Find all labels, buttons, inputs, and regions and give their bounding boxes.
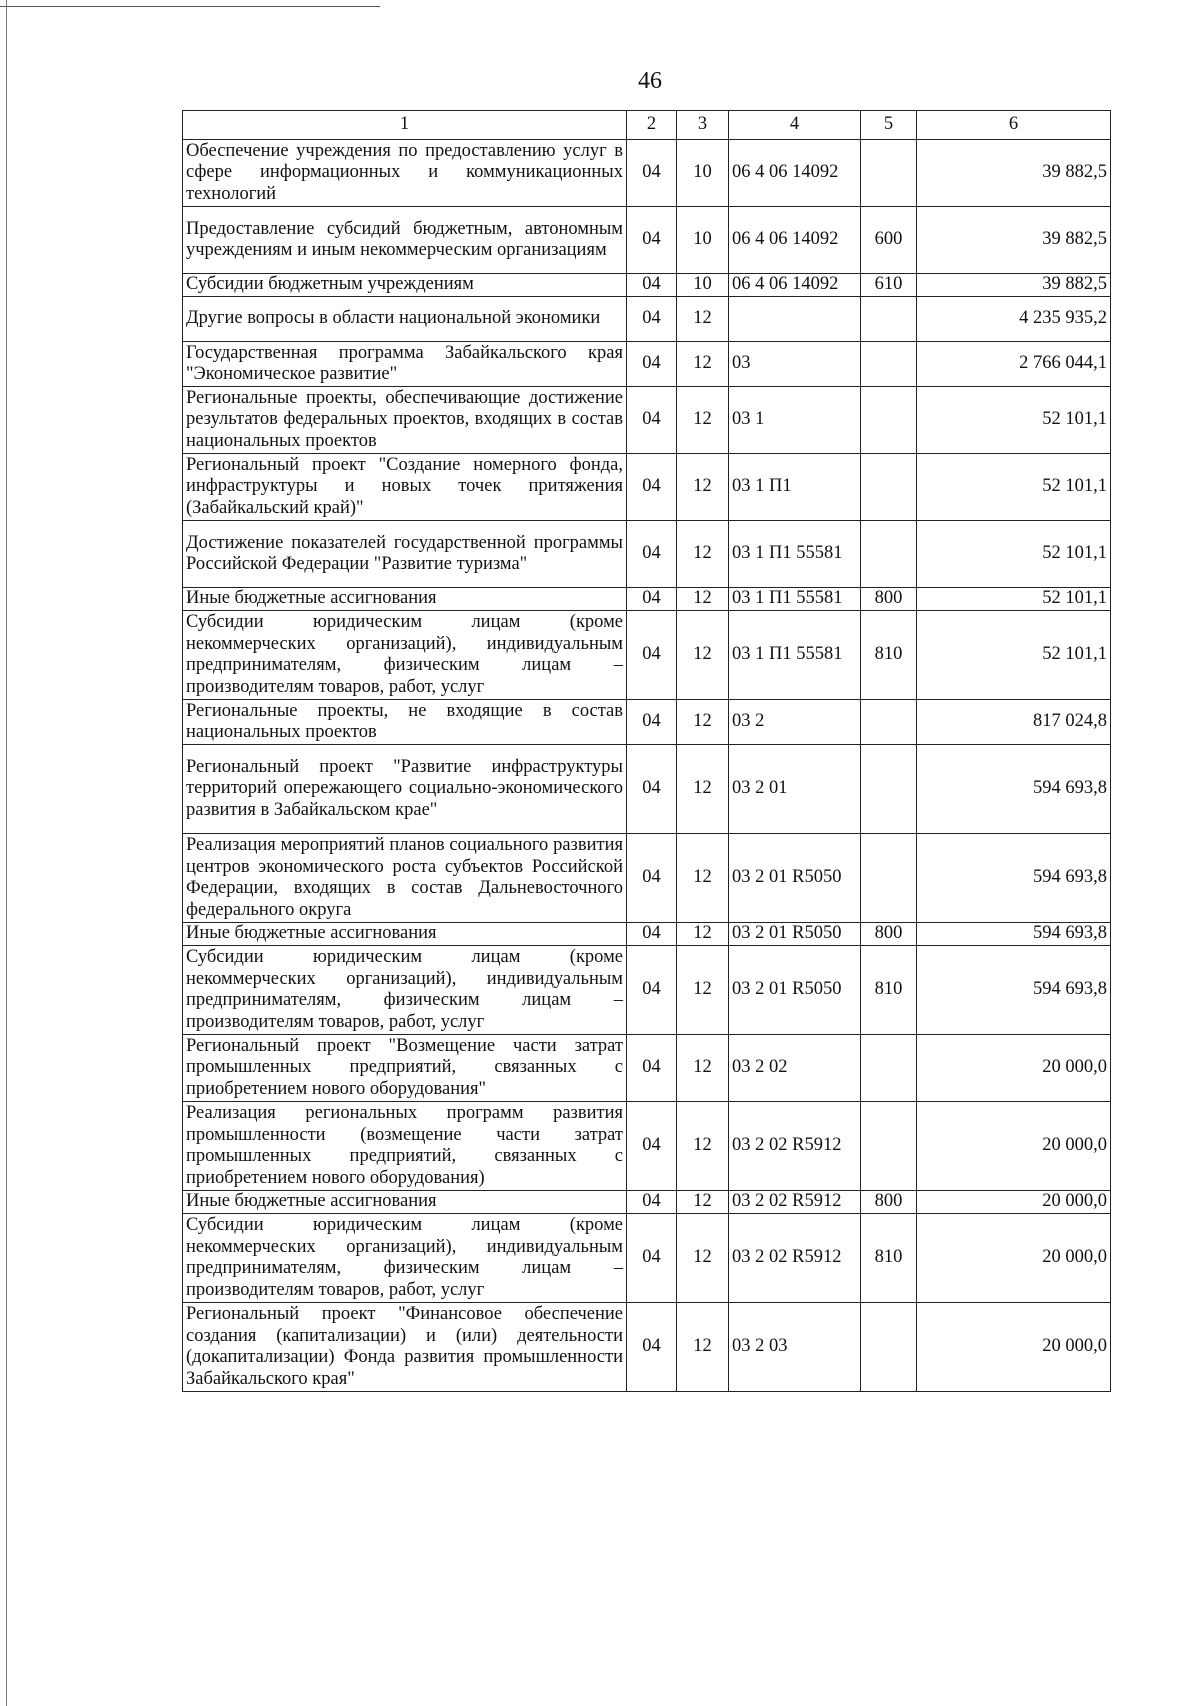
row-expense-type: 810 <box>861 946 917 1035</box>
row-description: Иные бюджетные ассигнования <box>183 923 627 946</box>
row-subsection: 10 <box>677 140 729 207</box>
row-section: 04 <box>627 588 677 611</box>
row-description: Региональный проект "Возмещение части затрат промышленных предприятий, связанных с приобретением нового оборудования" <box>183 1035 627 1102</box>
row-expense-type: 810 <box>861 611 917 700</box>
table-row <box>183 274 1111 297</box>
row-description: Иные бюджетные ассигнования <box>183 588 627 611</box>
row-target-code: 03 2 01 R5050 <box>729 834 861 923</box>
header-col-4: 4 <box>729 111 861 140</box>
row-amount: 20 000,0 <box>917 1214 1111 1303</box>
row-amount: 39 882,5 <box>917 274 1111 297</box>
scan-top-rule <box>0 6 380 7</box>
row-subsection: 12 <box>677 1035 729 1102</box>
row-amount: 52 101,1 <box>917 521 1111 588</box>
row-description: Региональный проект "Создание номерного фонда, инфраструктуры и новых точек притяжения (Забайкальский край)" <box>183 454 627 521</box>
row-description: Региональные проекты, обеспечивающие достижение результатов федеральных проектов, входящих в состав национальных проектов <box>183 387 627 454</box>
row-description: Субсидии бюджетным учреждениям <box>183 274 627 297</box>
row-expense-type <box>861 454 917 521</box>
table-header <box>183 111 1111 140</box>
row-amount: 594 693,8 <box>917 946 1111 1035</box>
table-row <box>183 611 1111 700</box>
table-row <box>183 745 1111 834</box>
row-target-code: 03 1 П1 55581 <box>729 588 861 611</box>
row-target-code: 03 2 01 <box>729 745 861 834</box>
row-target-code: 03 2 02 <box>729 1035 861 1102</box>
table-row <box>183 946 1111 1035</box>
row-expense-type <box>861 834 917 923</box>
row-description: Субсидии юридическим лицам (кроме некоммерческих организаций), индивидуальным предпринимателям, физическим лицам – производителям товаров, работ, услуг <box>183 1214 627 1303</box>
row-expense-type <box>861 745 917 834</box>
row-expense-type <box>861 297 917 342</box>
row-description: Предоставление субсидий бюджетным, автономным учреждениям и иным некоммерческим организациям <box>183 207 627 274</box>
row-description: Государственная программа Забайкальского края "Экономическое развитие" <box>183 342 627 387</box>
row-section: 04 <box>627 297 677 342</box>
table-row <box>183 207 1111 274</box>
table-row <box>183 1303 1111 1392</box>
row-subsection: 12 <box>677 946 729 1035</box>
table-row <box>183 588 1111 611</box>
row-section: 04 <box>627 1191 677 1214</box>
row-amount: 594 693,8 <box>917 923 1111 946</box>
row-subsection: 12 <box>677 387 729 454</box>
row-subsection: 12 <box>677 1303 729 1392</box>
table-row <box>183 1191 1111 1214</box>
row-description: Обеспечение учреждения по предоставлению услуг в сфере информационных и коммуникационных технологий <box>183 140 627 207</box>
header-col-5: 5 <box>861 111 917 140</box>
row-section: 04 <box>627 1303 677 1392</box>
table-row <box>183 454 1111 521</box>
row-expense-type <box>861 387 917 454</box>
row-amount: 20 000,0 <box>917 1102 1111 1191</box>
row-target-code <box>729 297 861 342</box>
row-subsection: 12 <box>677 342 729 387</box>
table-row <box>183 834 1111 923</box>
row-section: 04 <box>627 1035 677 1102</box>
row-expense-type: 800 <box>861 588 917 611</box>
row-expense-type: 800 <box>861 1191 917 1214</box>
row-subsection: 12 <box>677 700 729 745</box>
row-amount: 20 000,0 <box>917 1035 1111 1102</box>
row-amount: 52 101,1 <box>917 387 1111 454</box>
row-amount: 594 693,8 <box>917 745 1111 834</box>
row-section: 04 <box>627 342 677 387</box>
row-section: 04 <box>627 745 677 834</box>
row-expense-type: 810 <box>861 1214 917 1303</box>
row-section: 04 <box>627 611 677 700</box>
table-row <box>183 342 1111 387</box>
row-description: Региональные проекты, не входящие в состав национальных проектов <box>183 700 627 745</box>
row-subsection: 12 <box>677 454 729 521</box>
row-target-code: 06 4 06 14092 <box>729 274 861 297</box>
row-amount: 4 235 935,2 <box>917 297 1111 342</box>
budget-table <box>182 110 1111 1392</box>
table-row <box>183 521 1111 588</box>
row-amount: 594 693,8 <box>917 834 1111 923</box>
row-amount: 20 000,0 <box>917 1191 1111 1214</box>
row-target-code: 03 2 03 <box>729 1303 861 1392</box>
row-subsection: 12 <box>677 923 729 946</box>
row-expense-type <box>861 1102 917 1191</box>
row-description: Реализация мероприятий планов социального развития центров экономического роста субъектов Российской Федерации, входящих в состав Дальневосточного федерального округа <box>183 834 627 923</box>
header-col-2: 2 <box>627 111 677 140</box>
row-target-code: 03 1 П1 55581 <box>729 521 861 588</box>
row-subsection: 12 <box>677 521 729 588</box>
row-section: 04 <box>627 923 677 946</box>
row-section: 04 <box>627 454 677 521</box>
table-row <box>183 387 1111 454</box>
row-expense-type: 600 <box>861 207 917 274</box>
table-row <box>183 1102 1111 1191</box>
row-section: 04 <box>627 834 677 923</box>
row-section: 04 <box>627 274 677 297</box>
page-number: 46 <box>638 68 662 94</box>
row-expense-type <box>861 521 917 588</box>
row-subsection: 12 <box>677 588 729 611</box>
row-target-code: 03 1 <box>729 387 861 454</box>
row-amount: 2 766 044,1 <box>917 342 1111 387</box>
scan-left-rule <box>6 0 7 1706</box>
row-target-code: 03 1 П1 55581 <box>729 611 861 700</box>
row-subsection: 12 <box>677 611 729 700</box>
row-expense-type <box>861 140 917 207</box>
row-target-code: 03 2 01 R5050 <box>729 923 861 946</box>
row-subsection: 12 <box>677 1191 729 1214</box>
table-row <box>183 1214 1111 1303</box>
table-row <box>183 923 1111 946</box>
row-description: Достижение показателей государственной программы Российской Федерации "Развитие туризма" <box>183 521 627 588</box>
row-description: Иные бюджетные ассигнования <box>183 1191 627 1214</box>
row-section: 04 <box>627 700 677 745</box>
row-amount: 52 101,1 <box>917 611 1111 700</box>
row-target-code: 03 2 01 R5050 <box>729 946 861 1035</box>
row-description: Реализация региональных программ развития промышленности (возмещение части затрат промышленных предприятий, связанных с приобретением нового оборудования) <box>183 1102 627 1191</box>
header-row <box>183 111 1111 140</box>
row-section: 04 <box>627 1102 677 1191</box>
row-expense-type <box>861 342 917 387</box>
row-description: Другие вопросы в области национальной экономики <box>183 297 627 342</box>
row-subsection: 12 <box>677 1214 729 1303</box>
row-subsection: 12 <box>677 834 729 923</box>
row-section: 04 <box>627 387 677 454</box>
header-col-6: 6 <box>917 111 1111 140</box>
table-row <box>183 297 1111 342</box>
row-section: 04 <box>627 207 677 274</box>
row-subsection: 12 <box>677 297 729 342</box>
row-target-code: 06 4 06 14092 <box>729 207 861 274</box>
table-row <box>183 140 1111 207</box>
row-target-code: 03 1 П1 <box>729 454 861 521</box>
header-col-3: 3 <box>677 111 729 140</box>
row-amount: 52 101,1 <box>917 588 1111 611</box>
row-description: Субсидии юридическим лицам (кроме некоммерческих организаций), индивидуальным предпринимателям, физическим лицам – производителям товаров, работ, услуг <box>183 946 627 1035</box>
row-subsection: 10 <box>677 274 729 297</box>
row-subsection: 10 <box>677 207 729 274</box>
row-expense-type <box>861 1303 917 1392</box>
row-description: Региональный проект "Финансовое обеспечение создания (капитализации) и (или) деятельности (докапитализации) Фонда развития промышленности Забайкальского края" <box>183 1303 627 1392</box>
row-expense-type <box>861 1035 917 1102</box>
row-description: Региональный проект "Развитие инфраструктуры территорий опережающего социально-экономического развития в Забайкальском крае" <box>183 745 627 834</box>
row-section: 04 <box>627 140 677 207</box>
row-target-code: 03 <box>729 342 861 387</box>
row-subsection: 12 <box>677 745 729 834</box>
row-target-code: 03 2 02 R5912 <box>729 1191 861 1214</box>
table-body <box>183 140 1111 1392</box>
row-target-code: 06 4 06 14092 <box>729 140 861 207</box>
row-target-code: 03 2 02 R5912 <box>729 1214 861 1303</box>
row-description: Субсидии юридическим лицам (кроме некоммерческих организаций), индивидуальным предпринимателям, физическим лицам – производителям товаров, работ, услуг <box>183 611 627 700</box>
header-col-1: 1 <box>183 111 627 140</box>
row-amount: 817 024,8 <box>917 700 1111 745</box>
row-section: 04 <box>627 521 677 588</box>
row-target-code: 03 2 <box>729 700 861 745</box>
row-amount: 39 882,5 <box>917 207 1111 274</box>
row-amount: 52 101,1 <box>917 454 1111 521</box>
row-section: 04 <box>627 1214 677 1303</box>
row-expense-type <box>861 700 917 745</box>
table-row <box>183 1035 1111 1102</box>
row-amount: 20 000,0 <box>917 1303 1111 1392</box>
row-subsection: 12 <box>677 1102 729 1191</box>
row-target-code: 03 2 02 R5912 <box>729 1102 861 1191</box>
row-expense-type: 800 <box>861 923 917 946</box>
row-amount: 39 882,5 <box>917 140 1111 207</box>
row-section: 04 <box>627 946 677 1035</box>
table-row <box>183 700 1111 745</box>
row-expense-type: 610 <box>861 274 917 297</box>
